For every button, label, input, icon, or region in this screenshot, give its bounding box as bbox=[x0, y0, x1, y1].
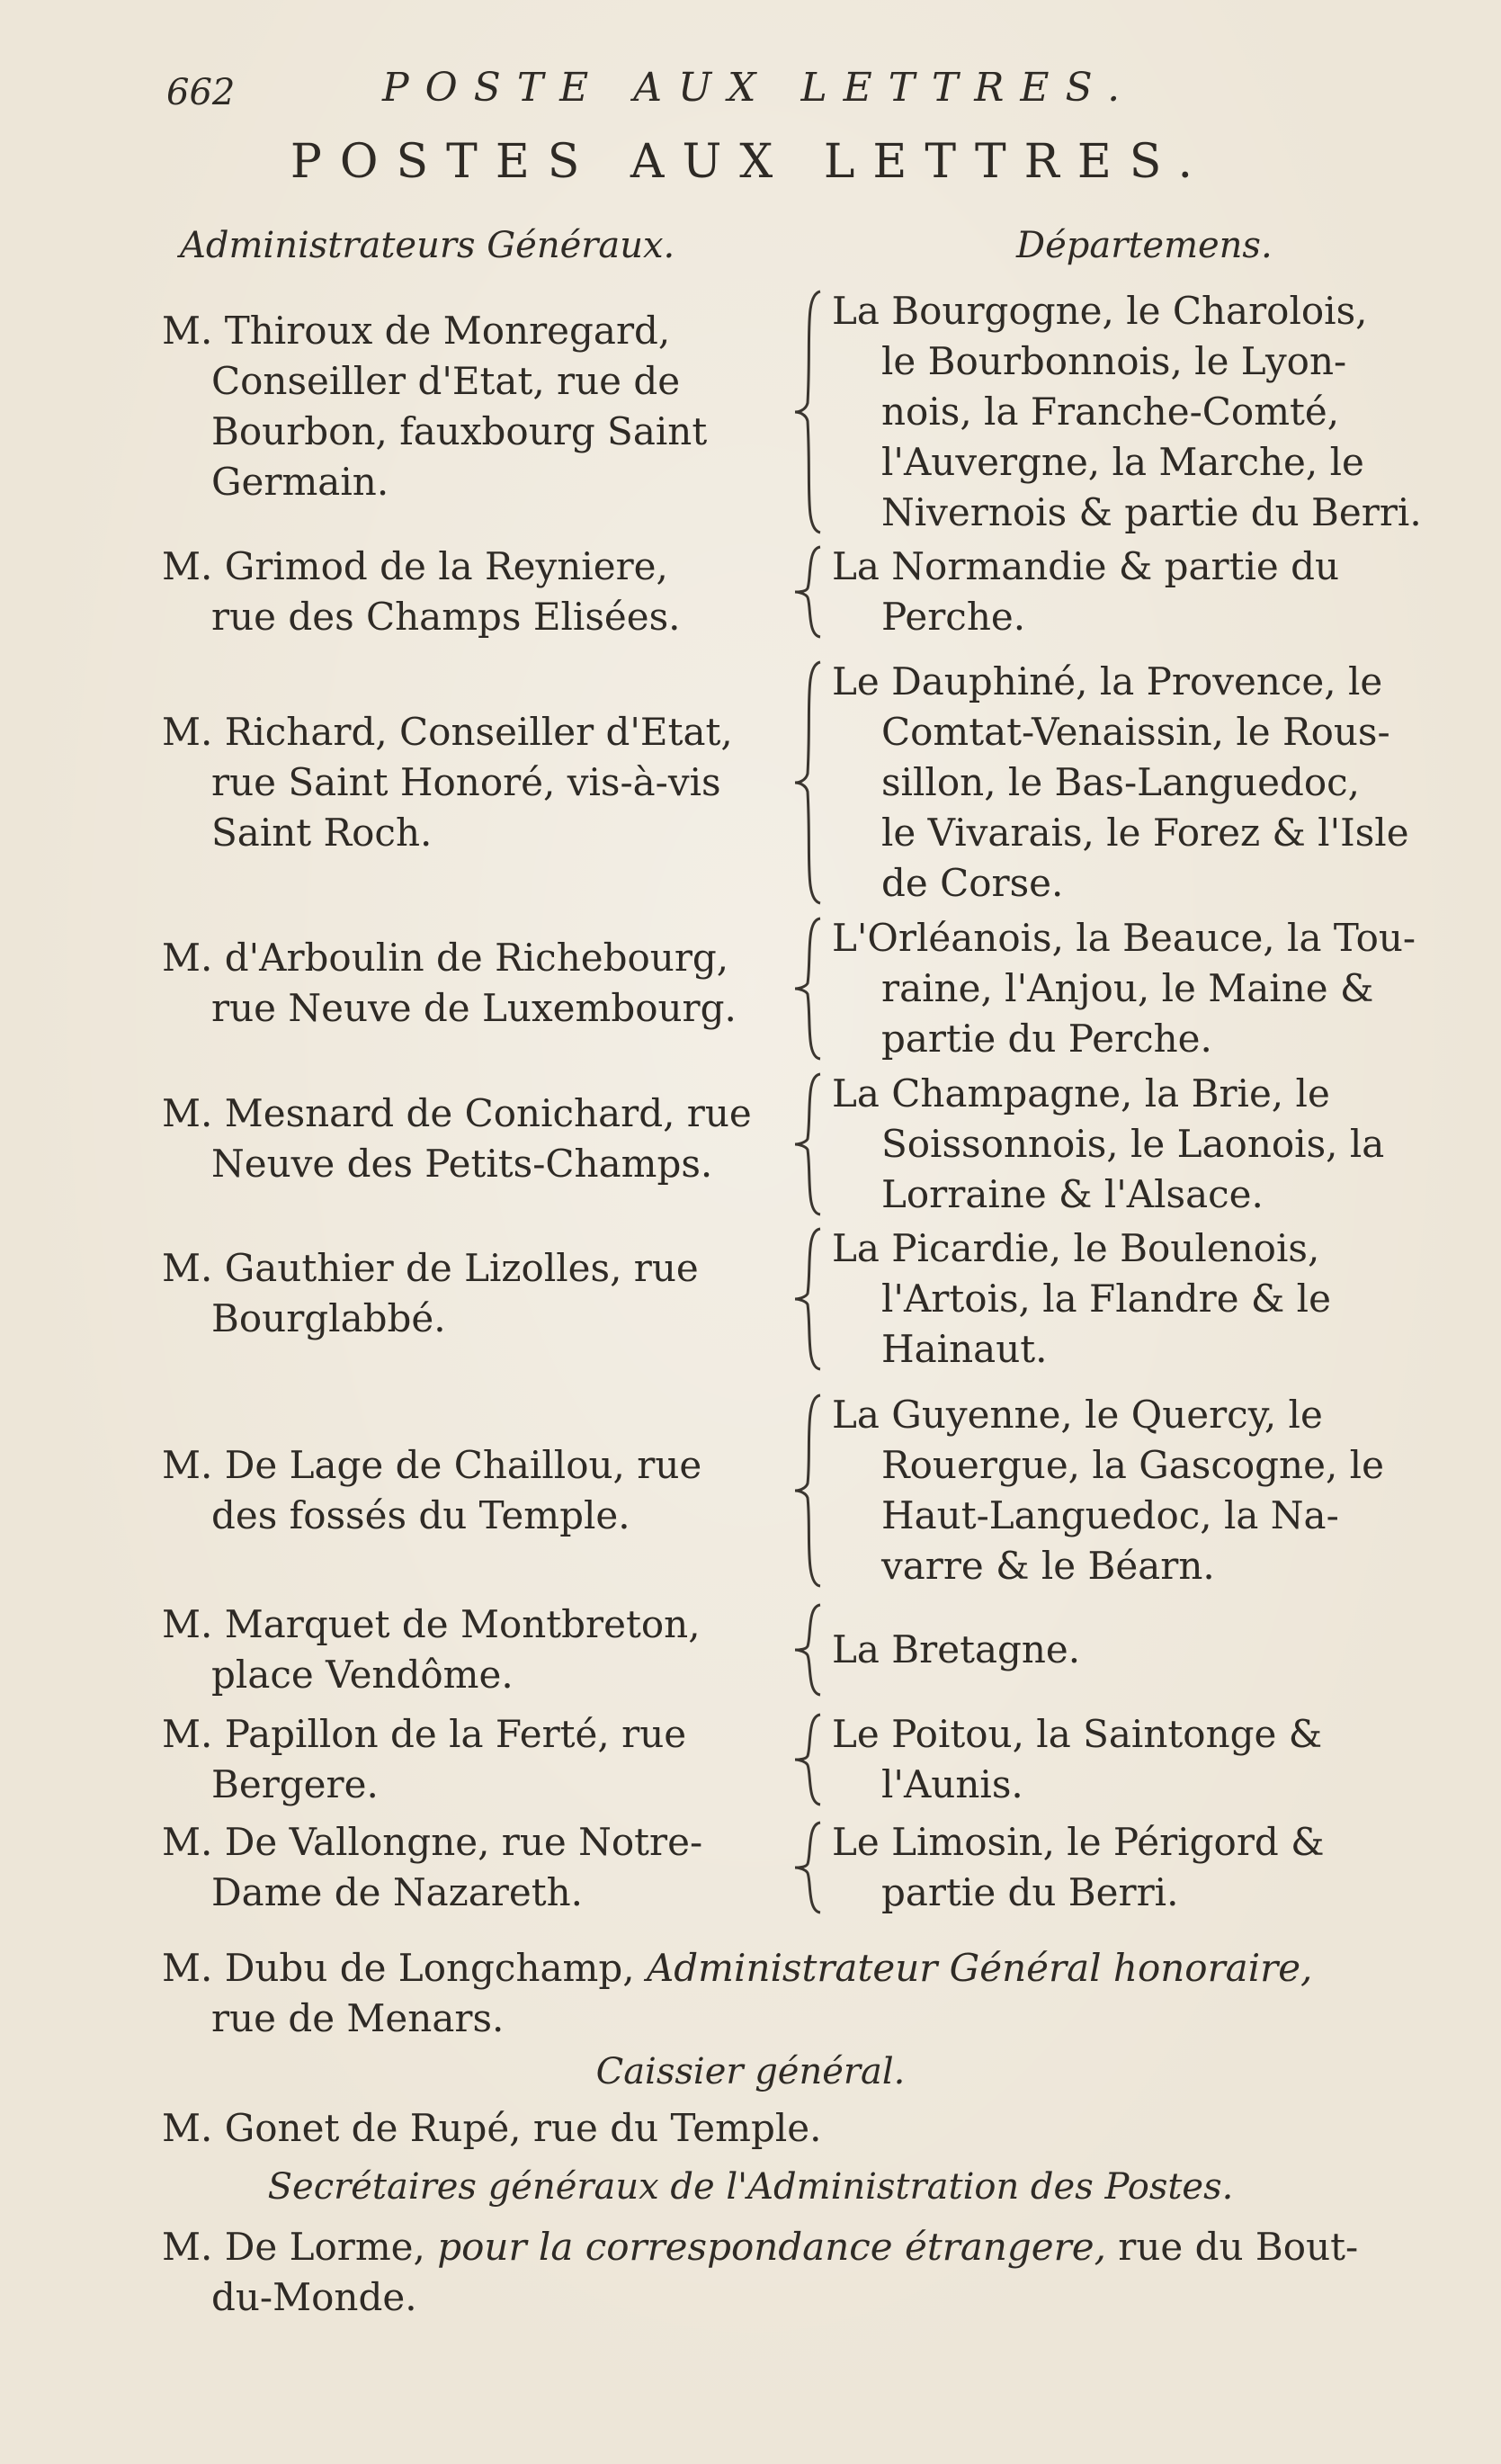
text-line: l'Auvergne, la Marche, le bbox=[881, 440, 1364, 484]
text-line: Perche. bbox=[881, 595, 1026, 639]
department-list bbox=[832, 1817, 1501, 1918]
text-line: nois, la Franche-Comté, bbox=[881, 390, 1340, 434]
column-header-administrators: Administrateurs Généraux. bbox=[180, 225, 675, 266]
text-line: La Bretagne. bbox=[832, 1627, 1081, 1671]
text-line: Rouergue, la Gascogne, le bbox=[881, 1443, 1384, 1487]
brace-icon bbox=[791, 657, 827, 909]
text-line: Le Limosin, le Périgord & bbox=[832, 1820, 1325, 1864]
brace-icon bbox=[791, 1817, 827, 1918]
text-line: Haut-Languedoc, la Na- bbox=[881, 1493, 1339, 1537]
column-header-departments: Départemens. bbox=[1016, 225, 1273, 266]
text-line: M. Marquet de Montbreton, bbox=[162, 1602, 701, 1646]
text-line: Bourglabbé. bbox=[211, 1296, 446, 1340]
running-title: POSTE AUX LETTRES. bbox=[382, 65, 1137, 111]
column-headers bbox=[180, 225, 1457, 279]
administrator-name bbox=[162, 1089, 800, 1189]
department-list bbox=[832, 286, 1501, 538]
text-line: le Bourbonnois, le Lyon- bbox=[881, 339, 1347, 383]
text-line: La Champagne, la Brie, le bbox=[832, 1071, 1330, 1116]
secretaries-heading: Secrétaires généraux de l'Administration des Postes. bbox=[267, 2166, 1234, 2208]
text-line: raine, l'Anjou, le Maine & bbox=[881, 966, 1374, 1010]
text-line: M. Papillon de la Ferté, rue bbox=[162, 1712, 687, 1756]
text-line: de Corse. bbox=[881, 861, 1064, 905]
text-line: Lorraine & l'Alsace. bbox=[881, 1172, 1264, 1216]
honorary-title: Administrateur Général honoraire, bbox=[646, 1946, 1313, 1990]
text-line: Germain. bbox=[211, 460, 389, 504]
department-list bbox=[832, 542, 1501, 642]
text-line: La Normandie & partie du bbox=[832, 544, 1340, 588]
text-line: M. Richard, Conseiller d'Etat, bbox=[162, 710, 733, 754]
brace-icon bbox=[791, 913, 827, 1064]
text-line: M. De Lage de Chaillou, rue bbox=[162, 1443, 702, 1487]
cashier-heading: Caissier général. bbox=[595, 2051, 906, 2092]
text-line: L'Orléanois, la Beauce, la Tou- bbox=[832, 916, 1416, 960]
honorary-administrator bbox=[162, 1943, 1312, 1994]
administrator-name bbox=[162, 306, 800, 507]
administrator-name bbox=[162, 1440, 800, 1541]
text-line: Conseiller d'Etat, rue de bbox=[211, 359, 681, 403]
brace-icon bbox=[791, 1390, 827, 1591]
text-line: M. Grimod de la Reyniere, bbox=[162, 544, 668, 588]
text-line: M. d'Arboulin de Richebourg, bbox=[162, 936, 729, 980]
text-line: Nivernois & partie du Berri. bbox=[881, 490, 1422, 534]
text-line: Le Poitou, la Saintonge & bbox=[832, 1712, 1323, 1756]
department-list bbox=[832, 657, 1501, 909]
brace-icon bbox=[791, 286, 827, 538]
text-line: Le Dauphiné, la Provence, le bbox=[832, 659, 1383, 703]
page-title: POSTES AUX LETTRES. bbox=[290, 135, 1211, 189]
administrator-name bbox=[162, 1817, 800, 1918]
text-line: La Guyenne, le Quercy, le bbox=[832, 1393, 1323, 1437]
text-line: rue Saint Honoré, vis-à-vis bbox=[211, 760, 721, 804]
text-line: La Picardie, le Boulenois, bbox=[832, 1226, 1320, 1270]
text-line: l'Artois, la Flandre & le bbox=[881, 1277, 1331, 1321]
text-line: varre & le Béarn. bbox=[881, 1544, 1215, 1588]
text-line: Bourbon, fauxbourg Saint bbox=[211, 409, 708, 453]
brace-icon bbox=[791, 1223, 827, 1375]
brace-icon bbox=[791, 1599, 827, 1700]
text-line: Saint Roch. bbox=[211, 811, 433, 855]
text-line: M. Thiroux de Monregard, bbox=[162, 309, 671, 353]
text-line: Soissonnois, le Laonois, la bbox=[881, 1122, 1385, 1166]
text-line: Neuve des Petits-Champs. bbox=[211, 1142, 713, 1186]
brace-icon bbox=[791, 1709, 827, 1810]
honorary-name: M. Dubu de Longchamp, bbox=[162, 1946, 635, 1990]
text-line: partie du Perche. bbox=[881, 1017, 1212, 1061]
cashier-name: M. Gonet de Rupé, rue du Temple. bbox=[162, 2106, 822, 2150]
department-list bbox=[832, 1069, 1501, 1220]
administrator-name bbox=[162, 1599, 800, 1700]
secretary-address-continued: du-Monde. bbox=[211, 2275, 417, 2319]
text-line: M. Gauthier de Lizolles, rue bbox=[162, 1246, 699, 1290]
department-list bbox=[832, 1625, 1501, 1675]
text-line: partie du Berri. bbox=[881, 1870, 1179, 1914]
administrator-name bbox=[162, 542, 800, 642]
text-line: Bergere. bbox=[211, 1762, 379, 1806]
text-line: rue des Champs Elisées. bbox=[211, 595, 681, 639]
secretary-role: pour la correspondance étrangere, bbox=[437, 2225, 1106, 2269]
page-number: 662 bbox=[166, 72, 236, 113]
department-list bbox=[832, 1390, 1501, 1591]
administrator-name bbox=[162, 707, 800, 858]
administrator-name bbox=[162, 933, 800, 1034]
department-list bbox=[832, 913, 1501, 1064]
text-line: rue Neuve de Luxembourg. bbox=[211, 986, 737, 1030]
text-line: place Vendôme. bbox=[211, 1653, 514, 1697]
text-line: Dame de Nazareth. bbox=[211, 1870, 584, 1914]
text-line: sillon, le Bas-Languedoc, bbox=[881, 760, 1360, 804]
department-list bbox=[832, 1223, 1501, 1375]
administrator-name bbox=[162, 1243, 800, 1344]
secretary-address: rue du Bout- bbox=[1118, 2225, 1359, 2269]
secretary-entry bbox=[162, 2222, 1358, 2272]
text-line: des fossés du Temple. bbox=[211, 1493, 630, 1537]
running-head bbox=[166, 65, 1461, 119]
text-line: M. De Vallongne, rue Notre- bbox=[162, 1820, 703, 1864]
department-list bbox=[832, 1709, 1501, 1810]
administrator-name bbox=[162, 1709, 800, 1810]
text-line: La Bourgogne, le Charolois, bbox=[832, 289, 1368, 333]
secretary-name: M. De Lorme, bbox=[162, 2225, 425, 2269]
brace-icon bbox=[791, 542, 827, 642]
text-line: Hainaut. bbox=[881, 1327, 1048, 1371]
text-line: M. Mesnard de Conichard, rue bbox=[162, 1091, 752, 1135]
text-line: le Vivarais, le Forez & l'Isle bbox=[881, 811, 1409, 855]
honorary-address: rue de Menars. bbox=[211, 1996, 505, 2040]
brace-icon bbox=[791, 1069, 827, 1220]
text-line: l'Aunis. bbox=[881, 1762, 1023, 1806]
text-line: Comtat-Venaissin, le Rous- bbox=[881, 710, 1390, 754]
